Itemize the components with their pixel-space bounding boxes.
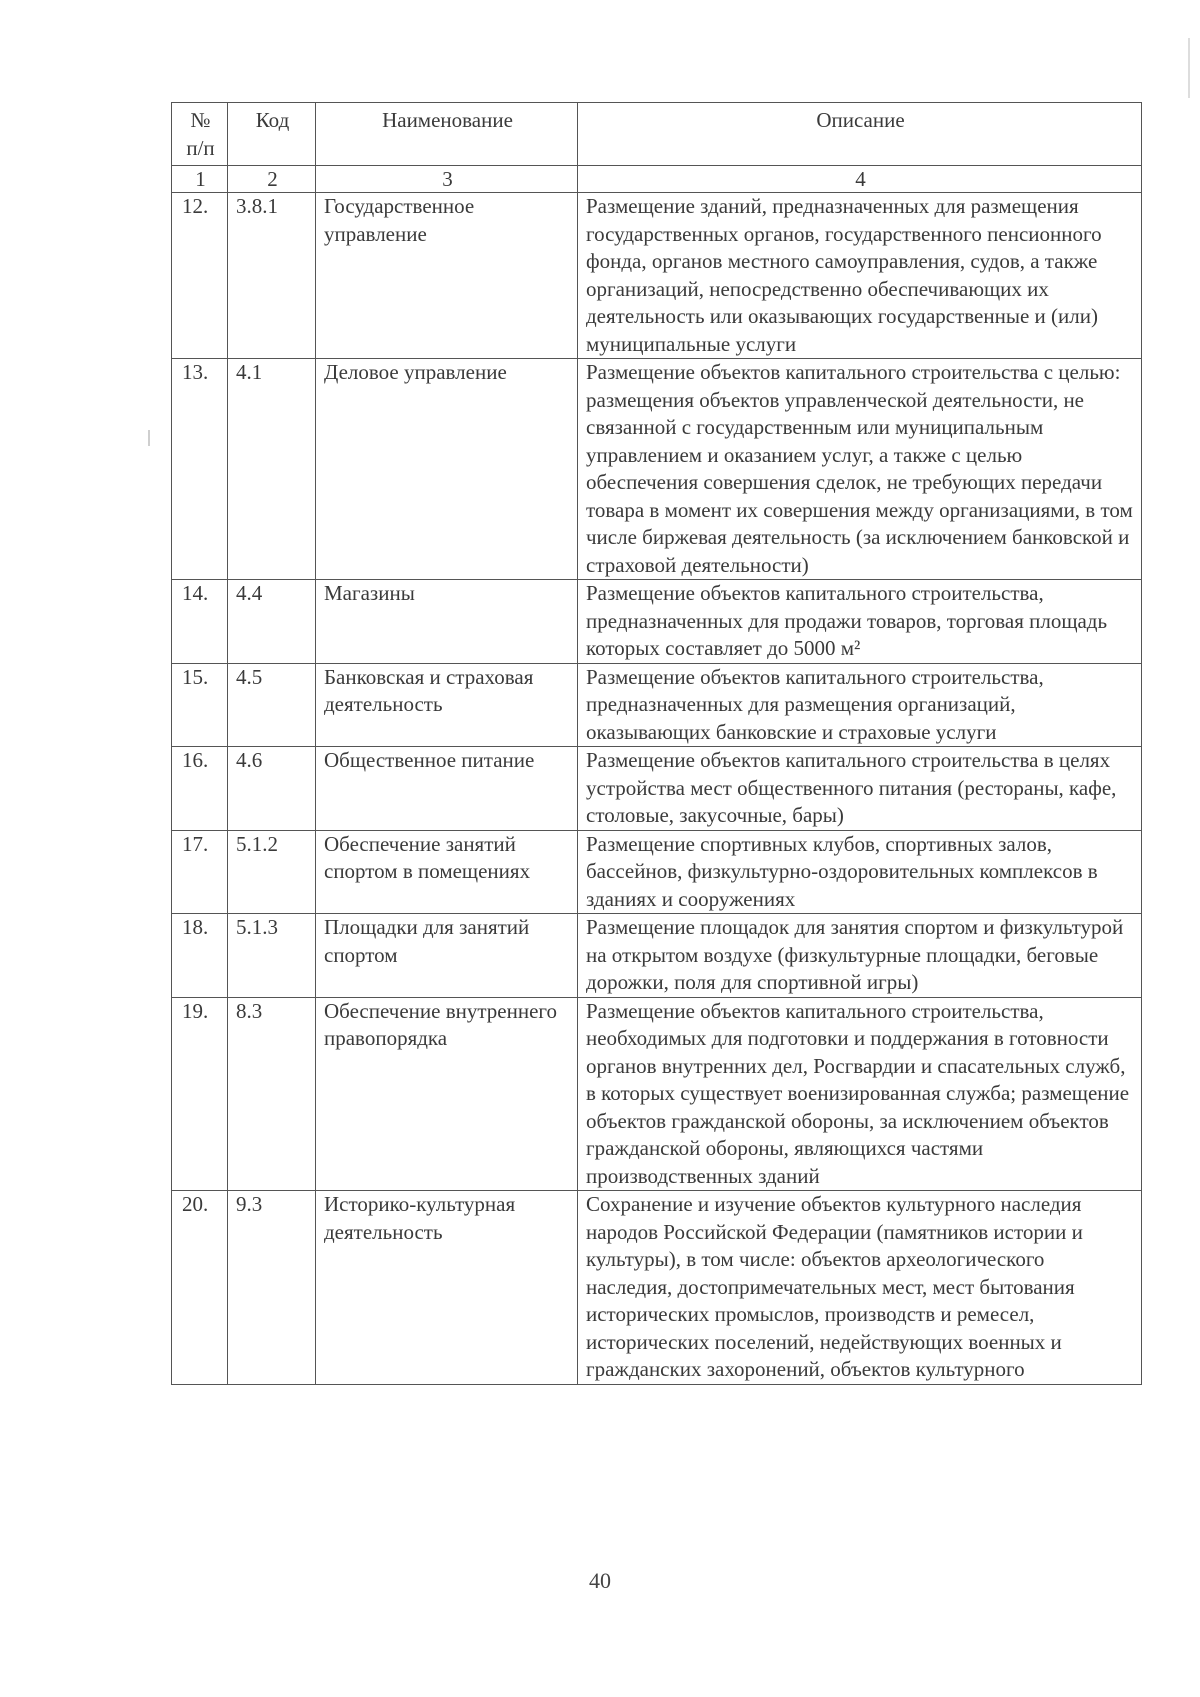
header-description: Описание: [578, 103, 1142, 166]
table-row: [172, 580, 1142, 664]
header-number: № п/п: [172, 103, 228, 166]
row-code: 5.1.2: [228, 830, 316, 914]
table-row: [172, 193, 1142, 359]
row-number: 19.: [172, 997, 228, 1191]
row-description: Размещение зданий, предназначенных для размещения государственных органов, государственного пенсионного фонда, органов местного самоуправления, судов, а также организаций, непосредственно обеспечивающих их деятельность или оказывающих государственные и (или) муниципальные услуги: [578, 193, 1142, 359]
row-code: 4.4: [228, 580, 316, 664]
row-code: 4.6: [228, 747, 316, 831]
row-name: Банковская и страховая деятельность: [316, 663, 578, 747]
row-number: 16.: [172, 747, 228, 831]
row-name: Общественное питание: [316, 747, 578, 831]
row-name: Государственное управление: [316, 193, 578, 359]
column-number-1: 1: [172, 166, 228, 193]
row-number: 15.: [172, 663, 228, 747]
land-use-table: [171, 102, 1142, 1385]
row-description: Размещение площадок для занятия спортом и физкультурой на открытом воздухе (физкультурные площадки, беговые дорожки, поля для спортивной игры): [578, 914, 1142, 998]
header-code: Код: [228, 103, 316, 166]
row-code: 4.5: [228, 663, 316, 747]
row-name: Историко-культурная деятельность: [316, 1191, 578, 1385]
row-description: Сохранение и изучение объектов культурного наследия народов Российской Федерации (памятников истории и культуры), в том числе: объектов археологического наследия, достопримечательных мест, мест бытования исторических промыслов, производств и ремесел, исторических поселений, недействующих военных и гражданских захоронений, объектов культурного: [578, 1191, 1142, 1385]
row-description: Размещение объектов капитального строительства, предназначенных для продажи товаров, торговая площадь которых составляет до 5000 м²: [578, 580, 1142, 664]
row-code: 8.3: [228, 997, 316, 1191]
table-header-row: [172, 103, 1142, 166]
table-row: [172, 830, 1142, 914]
scan-artifact-left: [148, 430, 150, 446]
table-row: [172, 1191, 1142, 1385]
row-number: 12.: [172, 193, 228, 359]
row-number: 18.: [172, 914, 228, 998]
row-number: 20.: [172, 1191, 228, 1385]
row-code: 5.1.3: [228, 914, 316, 998]
row-number: 13.: [172, 359, 228, 580]
row-description: Размещение объектов капитального строительства, предназначенных для размещения организаций, оказывающих банковские и страховые услуги: [578, 663, 1142, 747]
scan-artifact-right: [1188, 38, 1190, 98]
row-name: Обеспечение занятий спортом в помещениях: [316, 830, 578, 914]
row-code: 3.8.1: [228, 193, 316, 359]
table-row: [172, 997, 1142, 1191]
row-code: 9.3: [228, 1191, 316, 1385]
row-description: Размещение объектов капитального строительства в целях устройства мест общественного питания (рестораны, кафе, столовые, закусочные, бары): [578, 747, 1142, 831]
table-row: [172, 359, 1142, 580]
row-description: Размещение спортивных клубов, спортивных залов, бассейнов, физкультурно-оздоровительных комплексов в зданиях и сооружениях: [578, 830, 1142, 914]
table-row: [172, 747, 1142, 831]
row-code: 4.1: [228, 359, 316, 580]
row-description: Размещение объектов капитального строительства с целью: размещения объектов управленческой деятельности, не связанной с государственным или муниципальным управлением и оказанием услуг, а также с целью обеспечения совершения сделок, не требующих передачи товара в момент их совершения между организациями, в том числе биржевая деятельность (за исключением банковской и страховой деятельности): [578, 359, 1142, 580]
column-number-4: 4: [578, 166, 1142, 193]
row-name: Магазины: [316, 580, 578, 664]
row-number: 17.: [172, 830, 228, 914]
column-number-row: [172, 166, 1142, 193]
header-name: Наименование: [316, 103, 578, 166]
row-name: Деловое управление: [316, 359, 578, 580]
row-name: Площадки для занятий спортом: [316, 914, 578, 998]
page-number: 40: [589, 1568, 611, 1593]
table-row: [172, 914, 1142, 998]
row-name: Обеспечение внутреннего правопорядка: [316, 997, 578, 1191]
row-description: Размещение объектов капитального строительства, необходимых для подготовки и поддержания в готовности органов внутренних дел, Росгвардии и спасательных служб, в которых существует военизированная служба; размещение объектов гражданской обороны, за исключением объектов гражданской обороны, являющихся частями производственных зданий: [578, 997, 1142, 1191]
table-row: [172, 663, 1142, 747]
column-number-3: 3: [316, 166, 578, 193]
row-number: 14.: [172, 580, 228, 664]
column-number-2: 2: [228, 166, 316, 193]
